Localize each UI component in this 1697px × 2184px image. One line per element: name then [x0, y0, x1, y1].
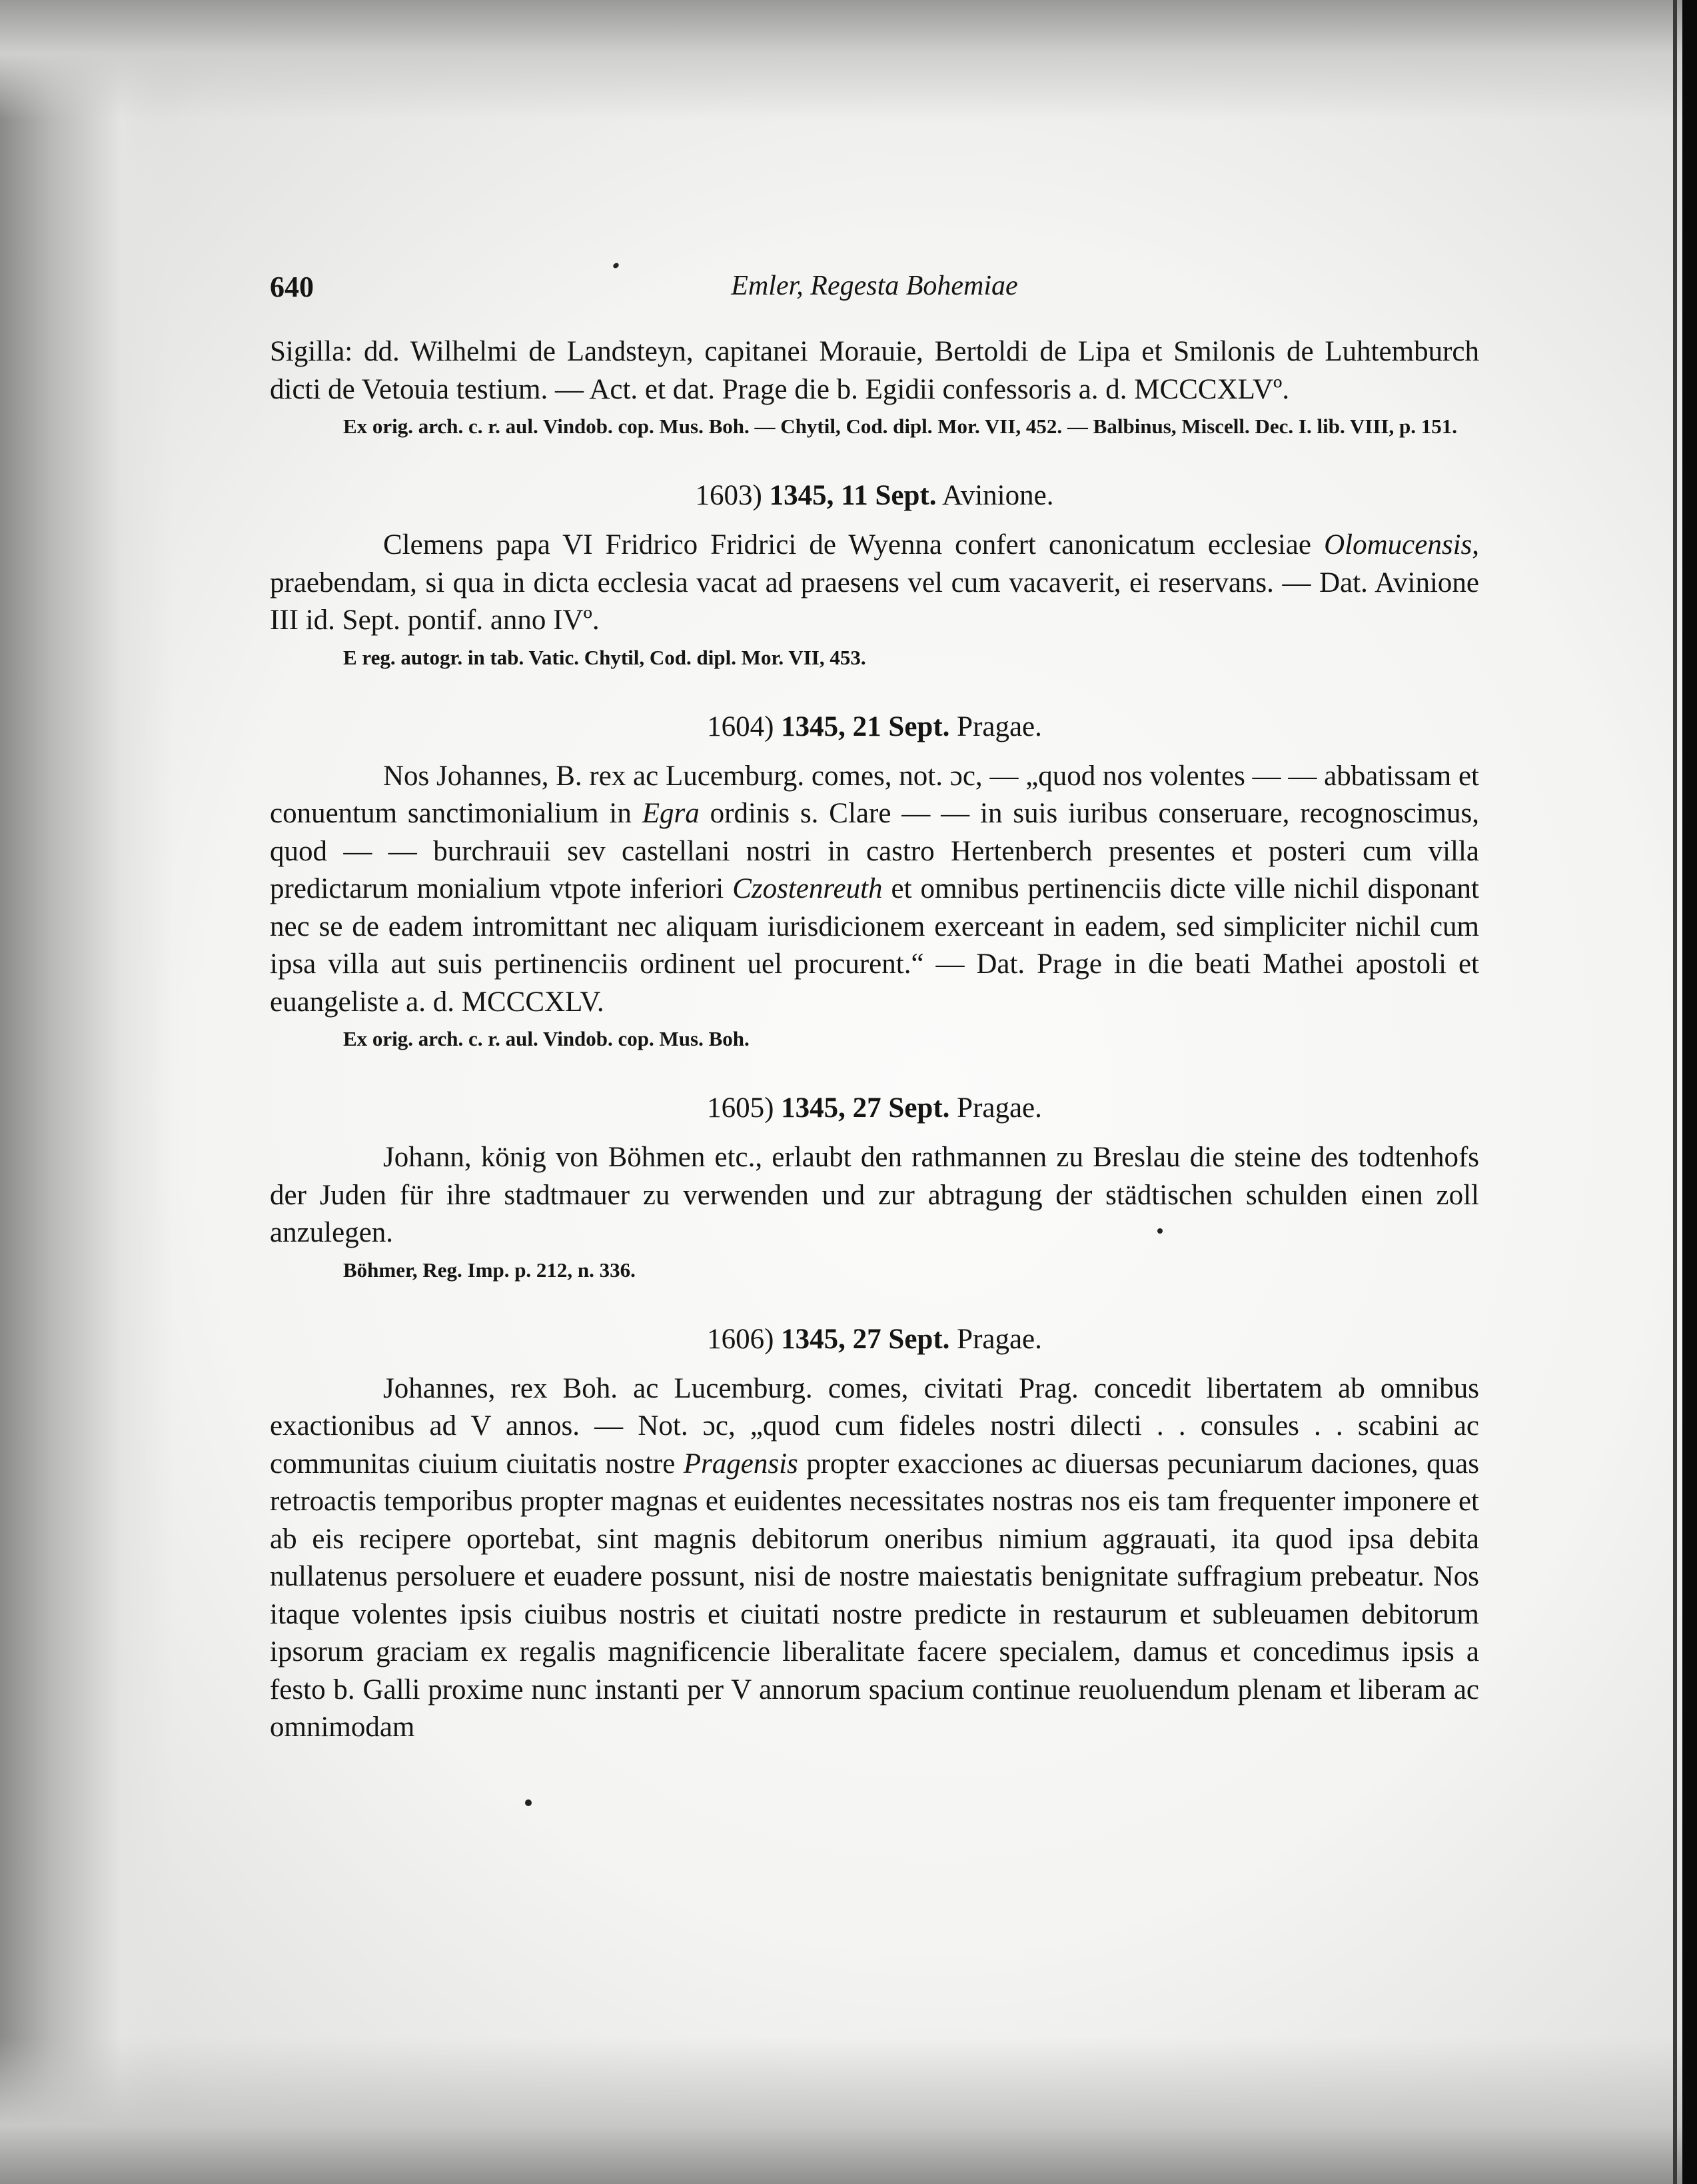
entry-text-1606	[270, 1370, 1479, 1747]
entry-text-1604	[270, 758, 1479, 1022]
entry-number: 1606)	[707, 1323, 774, 1355]
entry-date: 1345, 21 Sept.	[781, 710, 950, 742]
page-number: 640	[270, 271, 314, 303]
scan-shadow-top	[0, 0, 1697, 120]
scan-edge-line	[1673, 0, 1677, 2184]
entry-source-1603: E reg. autogr. in tab. Vatic. Chytil, Cod. dipl. Mor. VII, 453.	[343, 645, 866, 669]
entry-place: Avinione.	[941, 480, 1054, 511]
entry-text-part: Johannes, rex Boh. ac Lucemburg. comes, civitati Prag. concedit libertatem ab omnibus exactionibus ad V annos. — Not. ɔc, „quod cum fideles nostri dilecti . . consules . . scabini ac communitas ciuium ciuitatis nostre	[270, 1372, 1479, 1480]
entry-place: Pragae.	[957, 710, 1042, 742]
entry-date: 1345, 27 Sept.	[781, 1092, 950, 1124]
entry-italic-place: Pragensis	[683, 1448, 798, 1480]
entry-text-part: , praebendam, si qua in dicta ecclesia vacat ad praesens vel cum vacaverit, ei reservans. — Dat. Avinione III id. Sept. pontif. anno IVº.	[270, 529, 1479, 636]
entry-source-1604: Ex orig. arch. c. r. aul. Vindob. cop. Mus. Boh.	[343, 1027, 750, 1050]
continuation-source: Ex orig. arch. c. r. aul. Vindob. cop. Mus. Boh. — Chytil, Cod. dipl. Mor. VII, 452. — Balbinus, Miscell. Dec. I. lib. VIII, p. 151.	[343, 415, 1457, 438]
entry-number: 1604)	[707, 710, 774, 742]
entry-source-1605: Böhmer, Reg. Imp. p. 212, n. 336.	[343, 1258, 636, 1282]
continuation-text: Sigilla: dd. Wilhelmi de Landsteyn, capitanei Morauie, Bertoldi de Lipa et Smilonis de Luhtemburch dicti de Vetouia testium. — Act. et dat. Prage die b. Egidii confessoris a. d. MCCCXLVº.	[270, 336, 1479, 405]
entry-place: Pragae.	[957, 1323, 1042, 1355]
entry-heading-1604	[270, 708, 1479, 746]
entry-italic-place: Egra	[642, 798, 700, 829]
scan-edge-right	[1682, 0, 1697, 2184]
entry-text-part: Clemens papa VI Fridrico Fridrici de Wyenna confert canonicatum ecclesiae	[383, 529, 1325, 560]
entry-italic-place: Olomucensis	[1324, 529, 1472, 560]
running-title: Emler, Regesta Bohemiae	[731, 271, 1018, 301]
scan-shadow-bottom	[0, 2037, 1697, 2184]
entry-text-1605: Johann, könig von Böhmen etc., erlaubt den rathmannen zu Breslau die steine des todtenhofs der Juden für ihre stadtmauer zu verwenden und zur abtragung der städtischen schulden einen zoll anzulegen.	[270, 1142, 1479, 1248]
entry-date: 1345, 27 Sept.	[781, 1323, 950, 1355]
page-header	[270, 270, 1479, 310]
entry-heading-1603	[270, 477, 1479, 515]
page-content	[270, 333, 1479, 1747]
entry-text-part: propter exacciones ac diuersas pecuniarum daciones, quas retroactis temporibus propter magnas et euidentes necessitates nostras nos eis tam frequenter imponere et ab eis recipere oportebat, sint magnis debitorum oneribus nimium aggrauati, ita quod ipsa debita nullatenus persoluere et euadere possunt, nisi de nostre maiestatis benignitate suffragium prebeatur. Nos itaque volentes ipsis ciuibus nostris et ciuitati nostre predicte in restaurum et subleuamen debitorum ipsorum graciam ex regalis magnificencie liberalitate facere specialem, damus et concedimus ipsis a festo b. Galli proxime nunc instanti per V annorum spacium continue reuoluendum plenam et liberam ac omnimodam	[270, 1448, 1479, 1743]
entry-number: 1605)	[707, 1092, 774, 1124]
entry-number: 1603)	[695, 480, 762, 511]
entry-italic-place: Czostenreuth	[732, 873, 883, 904]
entry-date: 1345, 11 Sept.	[769, 480, 937, 511]
entry-text-1603	[270, 527, 1479, 640]
entry-text-part: et omnibus pertinenciis dicte ville nichil disponant nec se de eadem intromittant nec aliquam iurisdicionem exerceant in eadem, sed simpliciter nichil cum ipsa villa aut suis pertinenciis ordinent uel procurent.“ — Dat. Prage in die beati Mathei apostoli et euangeliste a. d. MCCCXLV.	[270, 873, 1480, 1018]
scan-shadow-left	[0, 0, 173, 2184]
speck	[612, 262, 620, 269]
entry-place: Pragae.	[957, 1092, 1042, 1124]
entry-heading-1606	[270, 1321, 1479, 1358]
entry-text-part: ordinis s. Clare — — in suis iuribus conseruare, recognoscimus, quod — — burchrauii sev castellani nostri in castro Hertenberch presentes et posteri cum villa predictarum monialium vtpote inferiori	[270, 798, 1479, 904]
entry-text-part: Nos Johannes, B. rex ac Lucemburg. comes, not. ɔc, — „quod nos volentes — — abbatissam et conuentum sanctimonialium in	[270, 760, 1479, 829]
speck	[525, 1799, 532, 1806]
entry-heading-1605	[270, 1090, 1479, 1127]
